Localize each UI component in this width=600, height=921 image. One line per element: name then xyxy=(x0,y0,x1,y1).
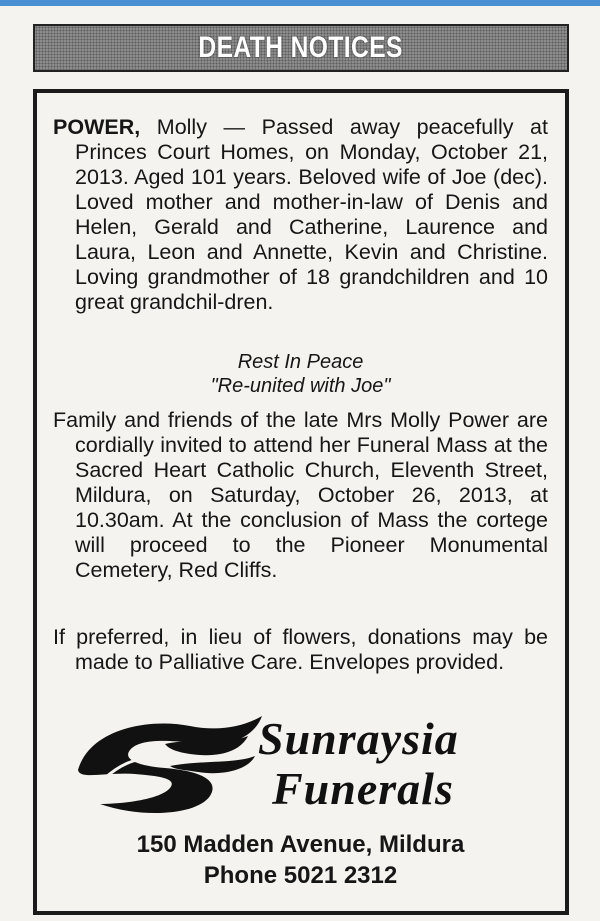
section-title: DEATH NOTICES xyxy=(198,31,404,64)
funeral-home-phone: Phone 5021 2312 xyxy=(203,862,398,889)
funeral-home-address: 150 Madden Avenue, Mildura xyxy=(136,831,465,858)
brand-name-line-1: Sunraysia xyxy=(258,713,459,764)
sf-monogram-icon xyxy=(70,708,270,818)
funeral-paragraph: Family and friends of the late Mrs Molly Power are cordially invited to attend her Funeral Mass at the Sacred Heart Catholic Church, Eleventh Street, Mildura, on Saturday, October 26, 2013, at 10.30am. At the conclusion of Mass the cortege will proceed to the Pioneer Monumental Cemetery, Red Cliffs. xyxy=(53,408,548,582)
verse-line-1: Rest In Peace xyxy=(237,351,364,373)
verse-line-2: "Re-united with Joe" xyxy=(210,375,391,397)
donation-paragraph: If preferred, in lieu of flowers, donations may be made to Palliative Care. Envelopes provided. xyxy=(53,625,548,674)
brand-name-line-2: Funerals xyxy=(272,763,454,814)
notice-intro-text: Molly — Passed away peacefully at Princes Court Homes, on Monday, October 21, 2013. Aged 101 years. Beloved wife of Joe (dec). Loved mother and mother-in-law of Denis and Helen, Gerald and Catherine, Laurence and Laura, Leon and Annette, Kevin and Christine. Loving grandmother of 18 grandchildren and 10 great grandchil-dren. xyxy=(75,115,548,314)
notice-intro xyxy=(53,115,548,315)
page-top-rule xyxy=(0,0,600,6)
deceased-surname: POWER, xyxy=(53,115,141,139)
notice-first-paragraph xyxy=(53,115,548,315)
donation-paragraph-block xyxy=(53,625,548,675)
section-header xyxy=(33,24,569,72)
funeral-paragraph-block xyxy=(53,408,548,583)
